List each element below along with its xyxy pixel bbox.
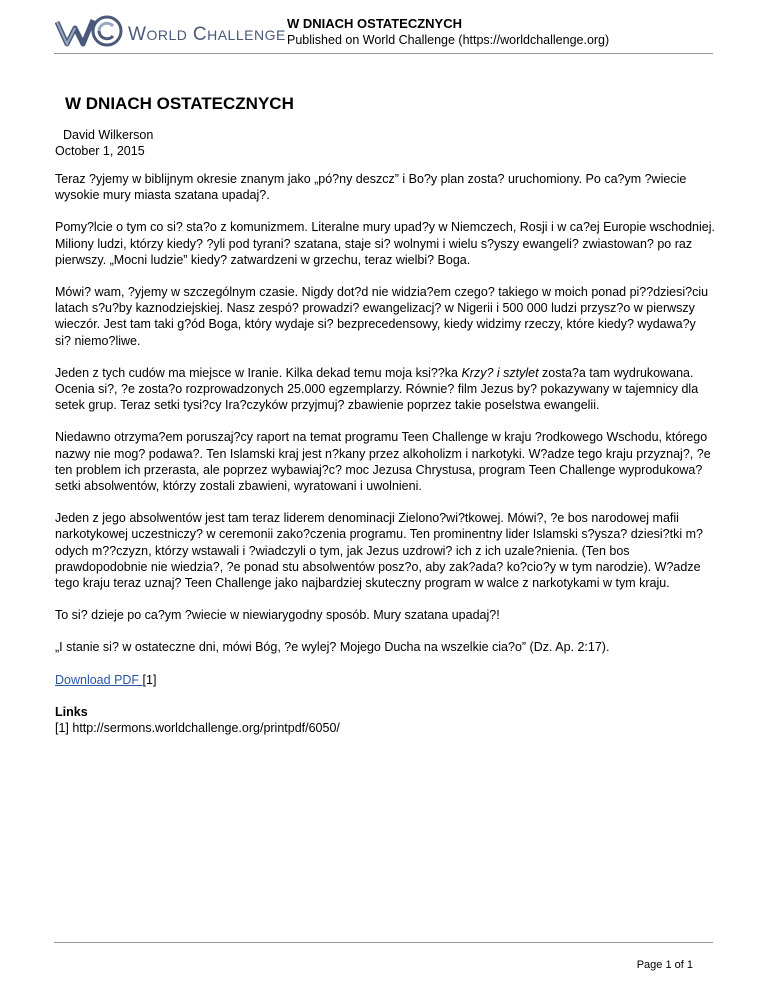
paragraph: Jeden z tych cudów ma miejsce w Iranie. Kilka dekad temu moja ksi??ka Krzy? i sztylet zosta?a tam wydrukowana. Ocenia si?, ?e zosta?o rozprowadzonych 25.000 egzemplarzy. Równie? film Jezus by? pokazywany w tajemnicy dla setek grup. Teraz setki tysi?cy Ira?czyków przyjmuj? zbawienie poprzez takie poselstwa ewangelii. xyxy=(55,365,699,413)
article-author: David Wilkerson xyxy=(63,128,154,142)
world-challenge-logo xyxy=(55,14,286,48)
paragraph: Jeden z jego absolwentów jest tam teraz liderem denominacji Zielono?wi?tkowej. Mówi?, ?e bos narodowej mafii narkotykowej uczestniczy? w ceremonii zako?czenia programu. Ten prominentny lider Islamski s?ysza? dziesi?tki m?odych m??czyzn, którzy wstawali i ?wiadczyli o tym, jak Jezus uzdrowi? ich z ich uzale?nienia. (Ten bos prawdopodobnie nie wiedzia?, ?e ponad stu absolwentów posz?o, aby zak?ada? ko?cio?y w tym narodzie). W?adze tego kraju teraz uznaj? Teen Challenge jako najbardziej skuteczny program w walce z narkotykami w tym kraju. xyxy=(55,511,703,591)
download-pdf-link[interactable]: Download PDF xyxy=(55,673,143,687)
download-row xyxy=(55,673,156,687)
download-ref: [1] xyxy=(142,673,157,687)
link-item: [1] http://sermons.worldchallenge.org/printpdf/6050/ xyxy=(55,721,340,735)
links-section xyxy=(55,704,340,736)
paragraph: Mówi? wam, ?yjemy w szczególnym czasie. Nigdy dot?d nie widzia?em czego? takiego w moich ponad pi??dziesi?ciu latach s?u?by kaznodziejskiej. Nasz zespó? prowadzi? ewangelizacj? w Nigerii i 500 000 ludzi przysz?o w pierwszy wieczór. Jest tam taki g?ód Boga, który wydaje si? bezprecedensowy, kiedy widzimy rzeczy, które kiedy? wydawa?y si? niemo?liwe. xyxy=(55,285,709,348)
wc-emblem-icon xyxy=(55,14,125,48)
header-published: Published on World Challenge (https://worldchallenge.org) xyxy=(287,33,610,47)
paragraph: Teraz ?yjemy w biblijnym okresie znanym jako „pó?ny deszcz” i Bo?y plan zosta? uruchomiony. Po ca?ym ?wiecie wysokie mury miasta szatana upadaj?. xyxy=(55,172,687,203)
article-meta xyxy=(55,127,153,159)
links-heading: Links xyxy=(55,705,88,719)
header-divider xyxy=(54,53,713,54)
paragraph: Niedawno otrzyma?em poruszaj?cy raport na temat programu Teen Challenge w kraju ?rodkowego Wschodu, którego nazwy nie mog? podawa?. Ten Islamski kraj jest n?kany przez alkoholizm i narkotyki. W?adze tego kraju przyznaj?, ?e ten problem ich przerasta, ale poprzez wybawiaj?c? moc Jezusa Chrystusa, program Teen Challenge wyprodukowa? setki absolwentów, którzy zostali zbawieni, wyratowani i uwolnieni. xyxy=(55,430,711,494)
page-header xyxy=(0,0,768,56)
footer-divider xyxy=(54,942,713,943)
paragraph: To si? dzieje po ca?ym ?wiecie w niewiarygodny sposób. Mury szatana upadaj?! xyxy=(55,608,500,623)
book-title: Krzy? i sztylet xyxy=(461,365,539,380)
article-date: October 1, 2015 xyxy=(55,144,145,158)
article-body xyxy=(55,171,715,672)
paragraph: Pomy?lcie o tym co si? sta?o z komunizmem. Literalne mury upad?y w Niemczech, Rosji i w ca?ej Europie wschodniej. Miliony ludzi, którzy kiedy? ?yli pod tyrani? szatana, staje si? wolnymi i wielu s?yszy ewangeli? zwiastowan? po raz pierwszy. „Mocni ludzie” kiedy? zatwardzeni w grzechu, teraz wielbi? Boga. xyxy=(55,220,715,267)
logo-wordmark: WORLD CHALLENGE xyxy=(128,24,286,45)
page-number: Page 1 of 1 xyxy=(636,959,693,971)
header-title: W DNIACH OSTATECZNYCH xyxy=(287,16,463,31)
article-title: W DNIACH OSTATECZNYCH xyxy=(65,94,294,113)
paragraph: „I stanie si? w ostateczne dni, mówi Bóg, ?e wylej? Mojego Ducha na wszelkie cia?o” (Dz. Ap. 2:17). xyxy=(55,640,610,655)
